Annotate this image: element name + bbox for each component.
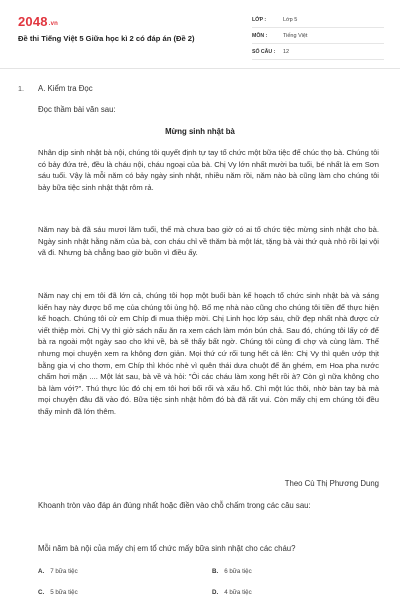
- option-text: 4 bữa tiệc: [224, 589, 252, 596]
- passage-paragraph: Nhân dịp sinh nhật bà nội, chúng tôi quyết định tự tay tổ chức một bữa tiệc để chúc thọ bà. Chúng tôi có bảy đứa trẻ, đều là cháu nội, cháu ngoại của bà. Chị Vy lớn nhất mười ba tuổi, bé nhất là em Sơn sáu tuổi. Vậy là mỗi năm có bảy ngày sinh nhật, nhiều năm rồi, năm nào bà cũng làm cho chúng tôi bảy bữa tiệc sinh nhật thật rôm rả.: [38, 148, 379, 192]
- logo-main-text: 2048: [18, 14, 48, 29]
- meta-value-subject: Tiếng Việt: [283, 32, 308, 39]
- passage-paragraph: Năm nay bà đã sáu mươi lăm tuổi, thế mà chưa bao giờ có ai tổ chức tiệc mừng sinh nhật cho bà. Ngày sinh nhật hằng năm của bà, con cháu chỉ về thăm bà một lát, tặng bà vài thứ quà nhỏ rồi lại vội vã đi. Nhưng bà chẳng bao giờ buồn vì điều ấy.: [38, 225, 379, 258]
- option-text: 6 bữa tiệc: [224, 568, 252, 575]
- option-letter: B.: [212, 568, 219, 575]
- meta-value-class: Lớp 5: [283, 16, 298, 23]
- story-title: Mừng sinh nhật bà: [165, 127, 235, 136]
- option-text: 7 bữa tiệc: [50, 568, 78, 575]
- meta-row-question-count: [252, 44, 384, 60]
- reading-instruction: Đọc thầm bài văn sau:: [38, 105, 116, 114]
- logo-suffix-text: .vn: [48, 21, 59, 27]
- answer-option-a[interactable]: [38, 568, 78, 575]
- option-letter: D.: [212, 589, 219, 596]
- site-logo[interactable]: [18, 14, 58, 29]
- answer-option-c[interactable]: [38, 589, 78, 596]
- answer-instruction: Khoanh tròn vào đáp án đúng nhất hoặc điền vào chỗ chấm trong các câu sau:: [38, 501, 311, 510]
- exam-title: Đề thi Tiếng Việt 5 Giữa học kì 2 có đáp án (Đề 2): [18, 34, 195, 43]
- exam-meta-table: [252, 12, 384, 60]
- meta-row-subject: [252, 28, 384, 44]
- meta-key-subject: MÔN :: [252, 32, 268, 39]
- answer-option-d[interactable]: [212, 589, 252, 596]
- option-letter: C.: [38, 589, 45, 596]
- meta-key-class: LỚP :: [252, 16, 267, 23]
- passage-paragraph: Năm nay chị em tôi đã lớn cả, chúng tôi họp một buổi bàn kế hoạch tổ chức sinh nhật bà và sáng kiến hay này được bố mẹ của chúng tôi ủng hộ. Bố mẹ nhà nào cũng cho chúng tôi tiền để thực hiện kế hoạch. Chúng tôi cử em Chíp đi mua thiệp mời. Chị Linh học lớp sáu, chữ đẹp nhất nhà được cử viết thiệp mời. Chị Vy thì giở sách nấu ăn ra xem cách làm món bún chả. Sau đó, chúng tôi lấy cớ để bà ra ngoài một ngày sao cho khi về, bà sẽ thấy bất ngờ. Chúng tôi cùng đi chợ và cùng làm. Thế nhưng mọi chuyện xem ra không đơn giản. Mọi thứ cứ rối tung hết cả lên: Chị Vy thì quên ướp thịt bằng gia vị cho thơm, em Chíp thì khóc nhè vì quên thái dưa chuột để ăn ghém, em Hoa pha nước chấm hơi mặn .... Một lát sau, bà về và hỏi: "Ôi các cháu làm xong hết rồi à? Còn gì nữa không cho bà làm với?". Thú thực lúc đó chị em tôi hơi bối rối và xấu hổ. Chỉ một lúc thôi, nhờ bàn tay bà mà mọi chuyện đâu đã vào đó. Bữa tiệc sinh nhật hôm đó bà đã rất vui. Còn mấy chị em chúng tôi đều thấy mình đã lớn thêm.: [38, 291, 379, 416]
- question-text: Mỗi năm bà nội của mấy chị em tổ chức mấy bữa sinh nhật cho các cháu?: [38, 544, 296, 553]
- question-number: 1.: [18, 84, 24, 93]
- meta-value-question-count: 12: [283, 48, 290, 55]
- section-title: A. Kiểm tra Đọc: [38, 84, 93, 93]
- meta-row-class: [252, 12, 384, 28]
- answer-option-b[interactable]: [212, 568, 252, 575]
- story-author: Theo Cù Thị Phương Dung: [284, 479, 379, 488]
- page-header: [0, 0, 400, 64]
- header-divider: [0, 68, 400, 69]
- option-text: 5 bữa tiệc: [50, 589, 78, 596]
- meta-key-question-count: SỐ CÂU :: [252, 48, 276, 55]
- option-letter: A.: [38, 568, 45, 575]
